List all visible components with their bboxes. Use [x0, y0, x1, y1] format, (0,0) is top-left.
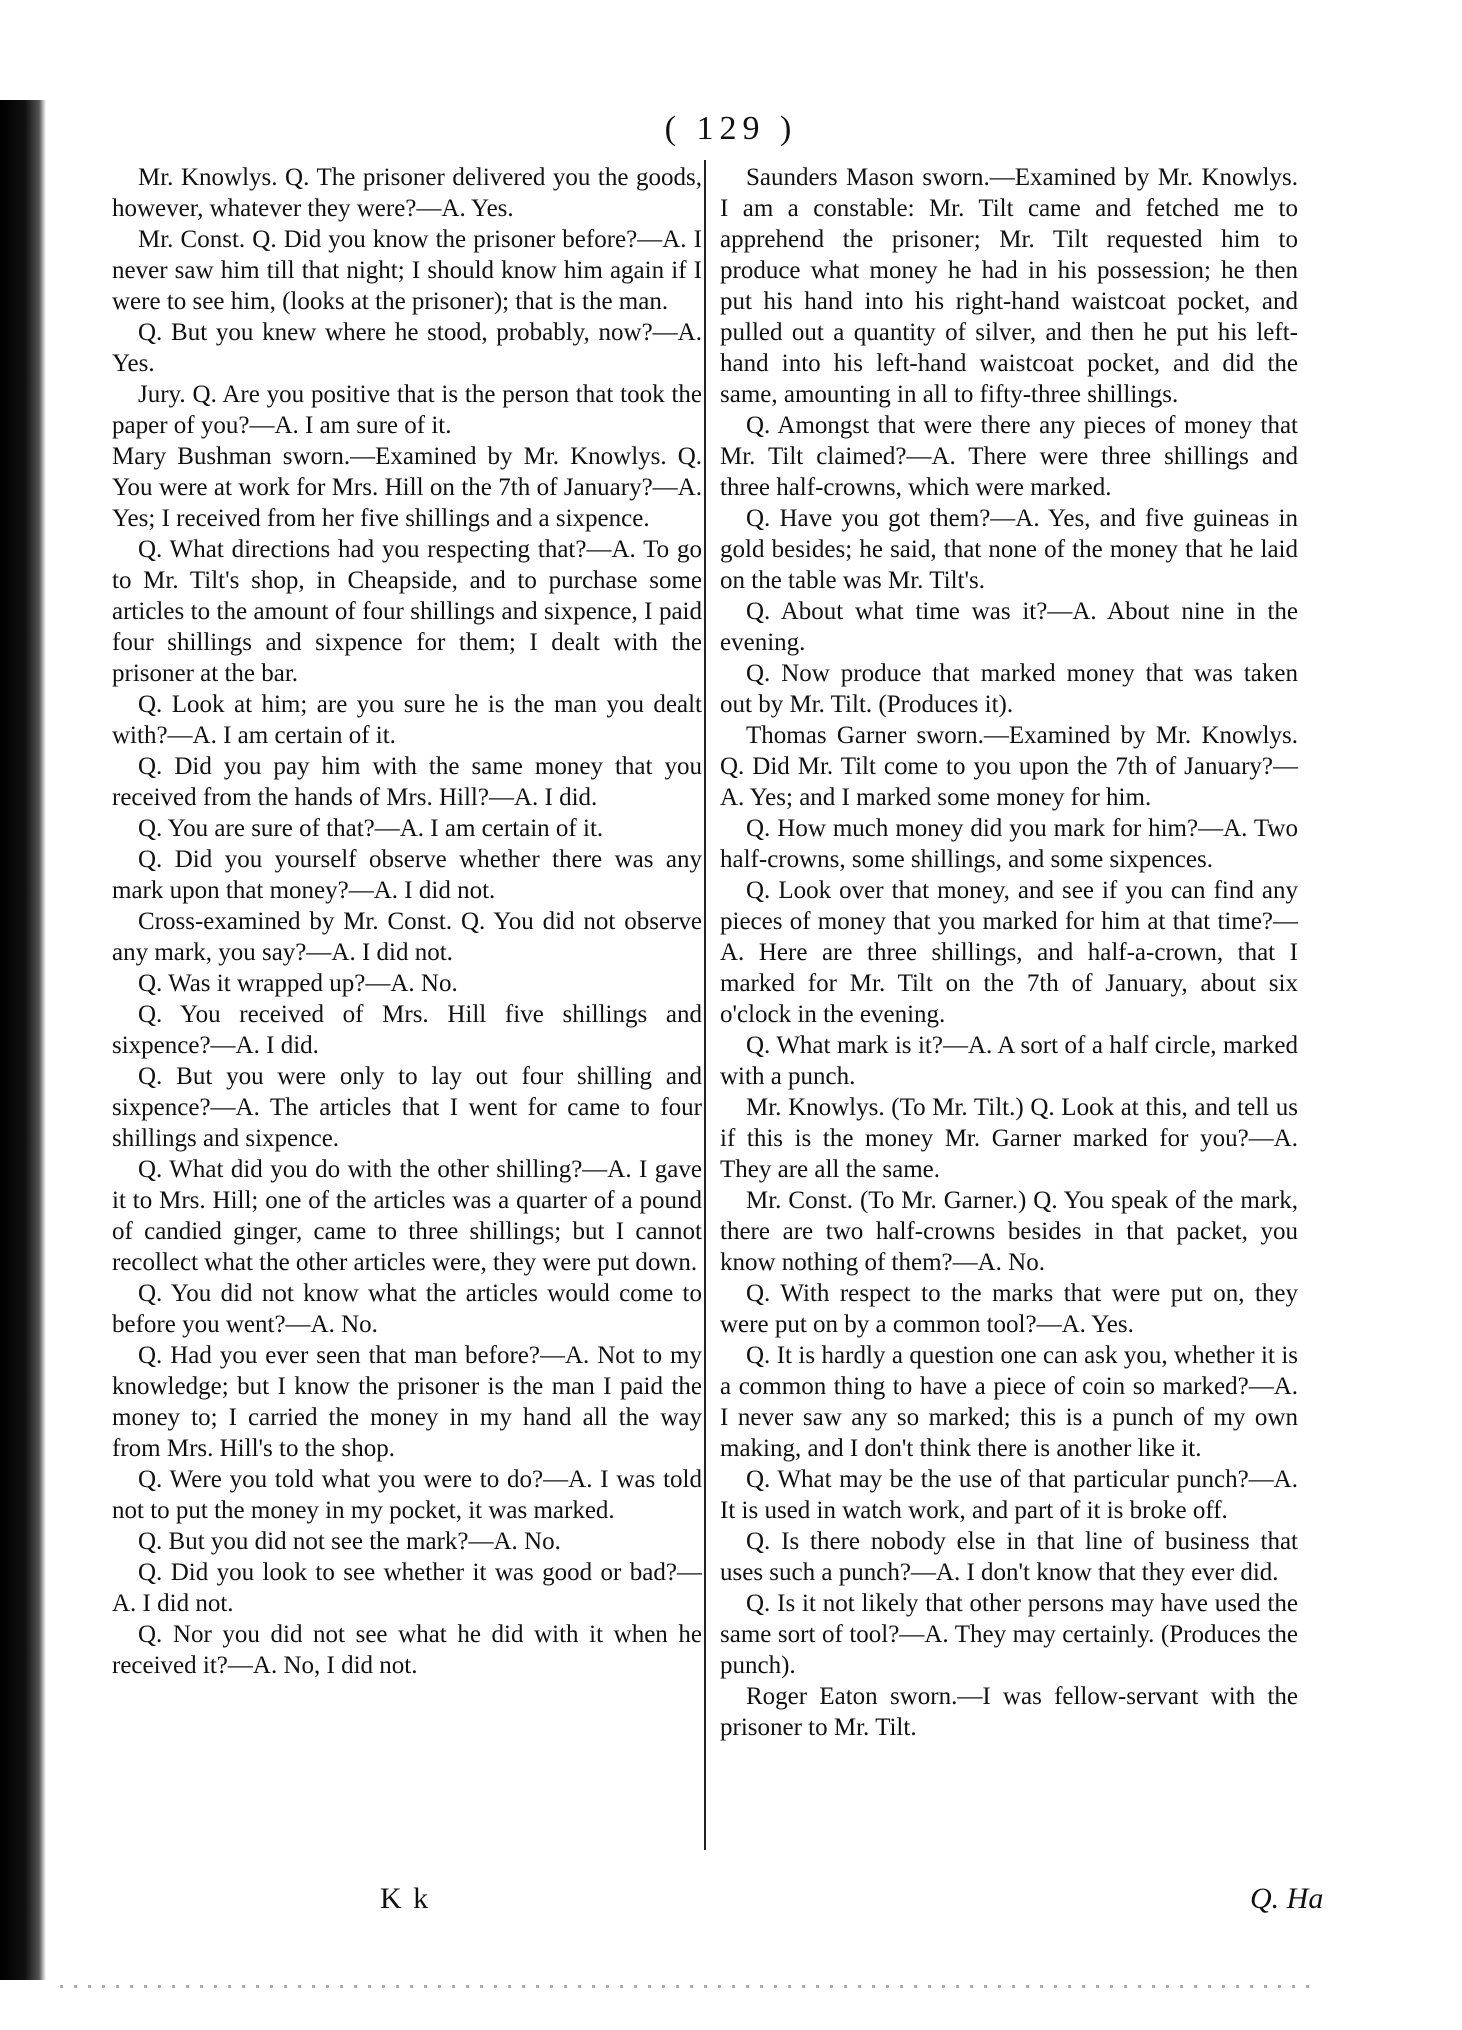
paragraph: Q. Have you got them?—A. Yes, and five guineas in gold besides; he said, that none of the money that he laid on the table was Mr. Tilt's.	[720, 505, 1298, 594]
column-divider	[704, 160, 706, 1850]
paragraph: Thomas Garner sworn.—Examined by Mr. Knowlys. Q. Did Mr. Tilt come to you upon the 7th of January?—A. Yes; and I marked some money for him.	[720, 722, 1298, 811]
paragraph: Cross-examined by Mr. Const. Q. You did not observe any mark, you say?—A. I did not.	[112, 908, 702, 966]
paragraph: Q. What directions had you respecting that?—A. To go to Mr. Tilt's shop, in Cheapside, and to purchase some articles to the amount of four shillings and sixpence, I paid four shillings and sixpence for them; I dealt with the prisoner at the bar.	[112, 536, 702, 687]
paragraph: Q. Look at him; are you sure he is the man you dealt with?—A. I am certain of it.	[112, 691, 702, 749]
paragraph: Q. About what time was it?—A. About nine in the evening.	[720, 598, 1298, 656]
paragraph: Roger Eaton sworn.—I was fellow-servant with the prisoner to Mr. Tilt.	[720, 1683, 1298, 1741]
paragraph: Q. Was it wrapped up?—A. No.	[138, 970, 458, 997]
paragraph: Q. What mark is it?—A. A sort of a half circle, marked with a punch.	[720, 1032, 1298, 1090]
paragraph: Mr. Const. (To Mr. Garner.) Q. You speak of the mark, there are two half-crowns besides in that packet, you know nothing of them?—A. No.	[720, 1187, 1298, 1276]
paragraph: Q. Did you look to see whether it was good or bad?—A. I did not.	[112, 1559, 702, 1617]
paragraph: Q. Look over that money, and see if you can find any pieces of money that you marked for him at that time?—A. Here are three shillings, and half-a-crown, that I marked for Mr. Tilt on the 7th of January, about six o'clock in the evening.	[720, 877, 1298, 1028]
paragraph: Q. What did you do with the other shilling?—A. I gave it to Mrs. Hill; one of the articles was a quarter of a pound of candied ginger, came to three shillings; but I cannot recollect what the other articles were, they were put down.	[112, 1156, 702, 1276]
paragraph: Q. But you were only to lay out four shilling and sixpence?—A. The articles that I went for came to four shillings and sixpence.	[112, 1063, 702, 1152]
paragraph: Q. Nor you did not see what he did with it when he received it?—A. No, I did not.	[112, 1621, 702, 1679]
paragraph: Q. With respect to the marks that were put on, they were put on by a common tool?—A. Yes.	[720, 1280, 1298, 1338]
page-number: ( 129 )	[664, 110, 798, 147]
paragraph: Q. Did you yourself observe whether there was any mark upon that money?—A. I did not.	[112, 846, 702, 904]
paragraph: Q. You did not know what the articles would come to before you went?—A. No.	[112, 1280, 702, 1338]
paragraph: Mary Bushman sworn.—Examined by Mr. Knowlys. Q. You were at work for Mrs. Hill on the 7th of January?—A. Yes; I received from her five shillings and a sixpence.	[112, 443, 702, 532]
paragraph: Saunders Mason sworn.—Examined by Mr. Knowlys. I am a constable: Mr. Tilt came and fetched me to apprehend the prisoner; Mr. Tilt requested him to produce what money he had in his possession; he then put his hand into his right-hand waistcoat pocket, and pulled out a quantity of silver, and then he put his left-hand into his left-hand waistcoat pocket, and did the same, amounting in all to fifty-three shillings.	[720, 164, 1298, 408]
right-column	[720, 162, 1298, 1743]
paragraph: Q. You received of Mrs. Hill five shillings and sixpence?—A. I did.	[112, 1001, 702, 1059]
paragraph: Mr. Const. Q. Did you know the prisoner before?—A. I never saw him till that night; I should know him again if I were to see him, (looks at the prisoner); that is the man.	[112, 226, 702, 315]
paragraph: Q. You are sure of that?—A. I am certain of it.	[138, 815, 604, 842]
paragraph: Mr. Knowlys. (To Mr. Tilt.) Q. Look at this, and tell us if this is the money Mr. Garner marked for you?—A. They are all the same.	[720, 1094, 1298, 1183]
paragraph: Mr. Knowlys. Q. The prisoner delivered you the goods, however, whatever they were?—A. Yes.	[112, 164, 702, 222]
paragraph: Q. But you knew where he stood, probably, now?—A. Yes.	[112, 319, 702, 377]
signature-mark: K k	[380, 1882, 431, 1915]
paragraph: Q. How much money did you mark for him?—A. Two half-crowns, some shillings, and some sixpences.	[720, 815, 1298, 873]
paragraph: Q. Amongst that were there any pieces of money that Mr. Tilt claimed?—A. There were three shillings and three half-crowns, which were marked.	[720, 412, 1298, 501]
paragraph: Q. Did you pay him with the same money that you received from the hands of Mrs. Hill?—A. I did.	[112, 753, 702, 811]
paragraph: Q. Were you told what you were to do?—A. I was told not to put the money in my pocket, it was marked.	[112, 1466, 702, 1524]
paragraph: Q. What may be the use of that particular punch?—A. It is used in watch work, and part of it is broke off.	[720, 1466, 1298, 1524]
paragraph: Jury. Q. Are you positive that is the person that took the paper of you?—A. I am sure of it.	[112, 381, 702, 439]
paragraph: Q. Had you ever seen that man before?—A. Not to my knowledge; but I know the prisoner is the man I paid the money to; I carried the money in my hand all the way from Mrs. Hill's to the shop.	[112, 1342, 702, 1462]
paragraph: Q. Is there nobody else in that line of business that uses such a punch?—A. I don't know that they ever did.	[720, 1528, 1298, 1586]
catchword: Q. Ha	[1250, 1882, 1324, 1915]
paragraph: Q. Is it not likely that other persons may have used the same sort of tool?—A. They may certainly. (Produces the punch).	[720, 1590, 1298, 1679]
scan-artifacts	[60, 1985, 1320, 1988]
paragraph: Q. It is hardly a question one can ask you, whether it is a common thing to have a piece of coin so marked?—A. I never saw any so marked; this is a punch of my own making, and I don't think there is another like it.	[720, 1342, 1298, 1462]
book-spine-shadow	[0, 100, 46, 1980]
paragraph: Q. Now produce that marked money that was taken out by Mr. Tilt. (Produces it).	[720, 660, 1298, 718]
paragraph: Q. But you did not see the mark?—A. No.	[138, 1528, 561, 1555]
left-column	[112, 162, 702, 1681]
